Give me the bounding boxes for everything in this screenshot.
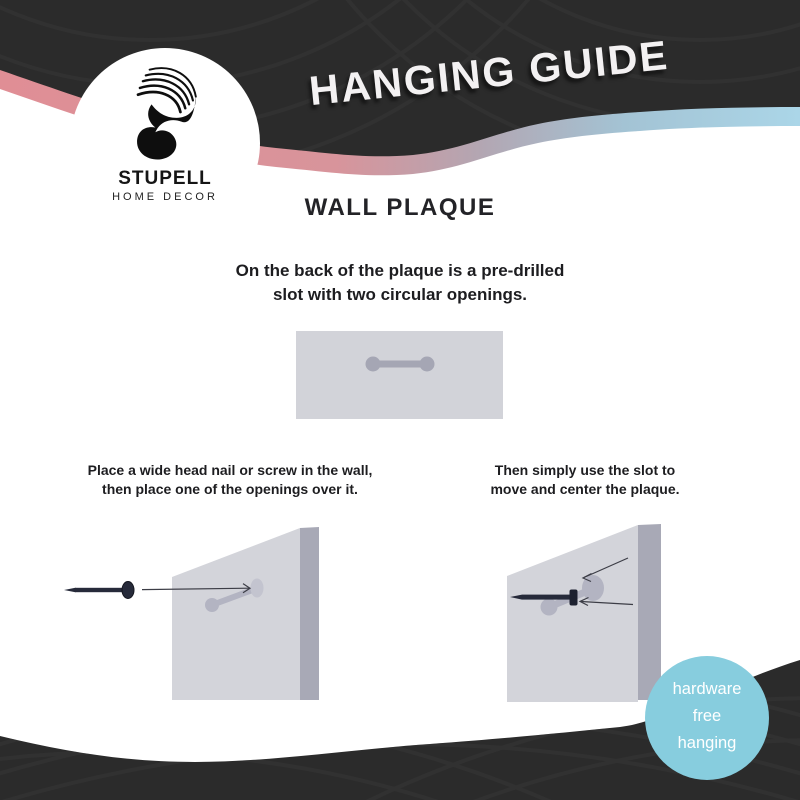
intro-line-2: slot with two circular openings. bbox=[272, 285, 528, 304]
brand-tagline: HOME DECOR bbox=[112, 191, 218, 203]
intro-text bbox=[0, 259, 800, 307]
badge-line-2: free bbox=[692, 707, 722, 725]
step1-line-1: Place a wide head nail or screw in the wall, bbox=[87, 462, 373, 478]
hardware-free-badge bbox=[645, 656, 769, 780]
page-title: HANGING GUIDE bbox=[307, 31, 671, 115]
plaque-back-diagram bbox=[296, 331, 503, 419]
step2-text bbox=[435, 461, 735, 499]
badge-line-1: hardware bbox=[672, 680, 742, 698]
step2-line-2: move and center the plaque. bbox=[490, 481, 680, 497]
brand-name: STUPELL bbox=[118, 168, 212, 189]
product-heading: WALL PLAQUE bbox=[304, 194, 496, 221]
step1-line-2: then place one of the openings over it. bbox=[102, 481, 358, 497]
badge-line-3: hanging bbox=[677, 734, 737, 752]
step2-line-1: Then simply use the slot to bbox=[494, 462, 676, 478]
intro-line-1: On the back of the plaque is a pre-drilled bbox=[235, 261, 565, 280]
nail-icon bbox=[64, 582, 134, 599]
step1-text bbox=[70, 461, 390, 499]
keyhole-slot-icon bbox=[296, 331, 503, 419]
stupell-s-swirl-icon bbox=[116, 60, 214, 166]
